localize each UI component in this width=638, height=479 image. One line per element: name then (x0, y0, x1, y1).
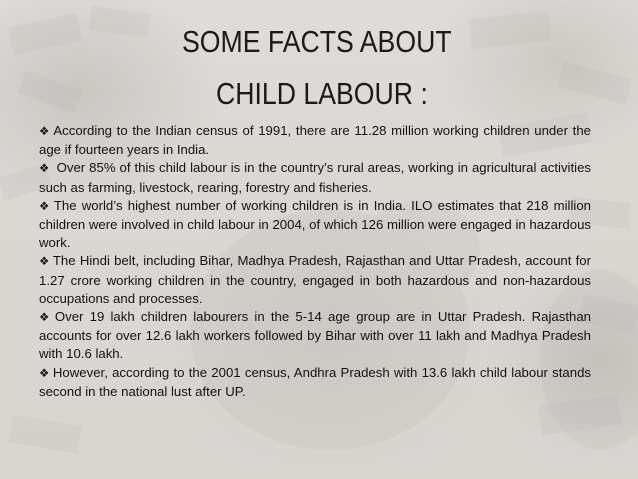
bullet-text: Over 85% of this child labour is in the country’s rural areas, working in agricultural activities such as farming, livestock, rearing, forestry and fisheries. (39, 160, 591, 195)
bullet-list (39, 122, 591, 401)
list-item (39, 308, 591, 364)
list-item (39, 252, 591, 308)
bullet-text: Over 19 lakh children labourers in the 5-14 age group are in Uttar Pradesh. Rajasthan accounts for over 12.6 lakh workers followed by Bihar with over 11 lakh and Madhya Pradesh with 10.6 lakh. (39, 309, 591, 362)
bullet-text: The world’s highest number of working children is in India. ILO estimates that 218 million children were involved in child labour in 2004, of which 126 million were engaged in hazardous work. (39, 197, 591, 251)
bullet-text: According to the Indian census of 1991, there are 11.28 million working children under the age if fourteen years in India. (39, 123, 591, 158)
slide-title-line-2: CHILD LABOUR : (216, 76, 428, 111)
list-item (39, 159, 591, 196)
diamond-bullet-icon: ❖ (39, 126, 51, 138)
bullet-text: The Hindi belt, including Bihar, Madhya Pradesh, Rajasthan and Uttar Pradesh, account for 1.27 crore working children in the country, engaged in both hazardous and non-hazardous occupations and processes. (39, 253, 592, 306)
list-item (39, 364, 591, 401)
slide-title-line-1: SOME FACTS ABOUT (182, 24, 452, 59)
diamond-bullet-icon: ❖ (39, 312, 52, 325)
diamond-bullet-icon: ❖ (39, 367, 50, 380)
diamond-bullet-icon: ❖ (39, 163, 50, 176)
diamond-bullet-icon: ❖ (39, 256, 50, 269)
list-item (39, 197, 591, 253)
bullet-text: However, according to the 2001 census, Andhra Pradesh with 13.6 lakh child labour stands second in the national lust after UP. (39, 364, 592, 399)
list-item (39, 122, 591, 159)
diamond-bullet-icon: ❖ (39, 200, 51, 213)
